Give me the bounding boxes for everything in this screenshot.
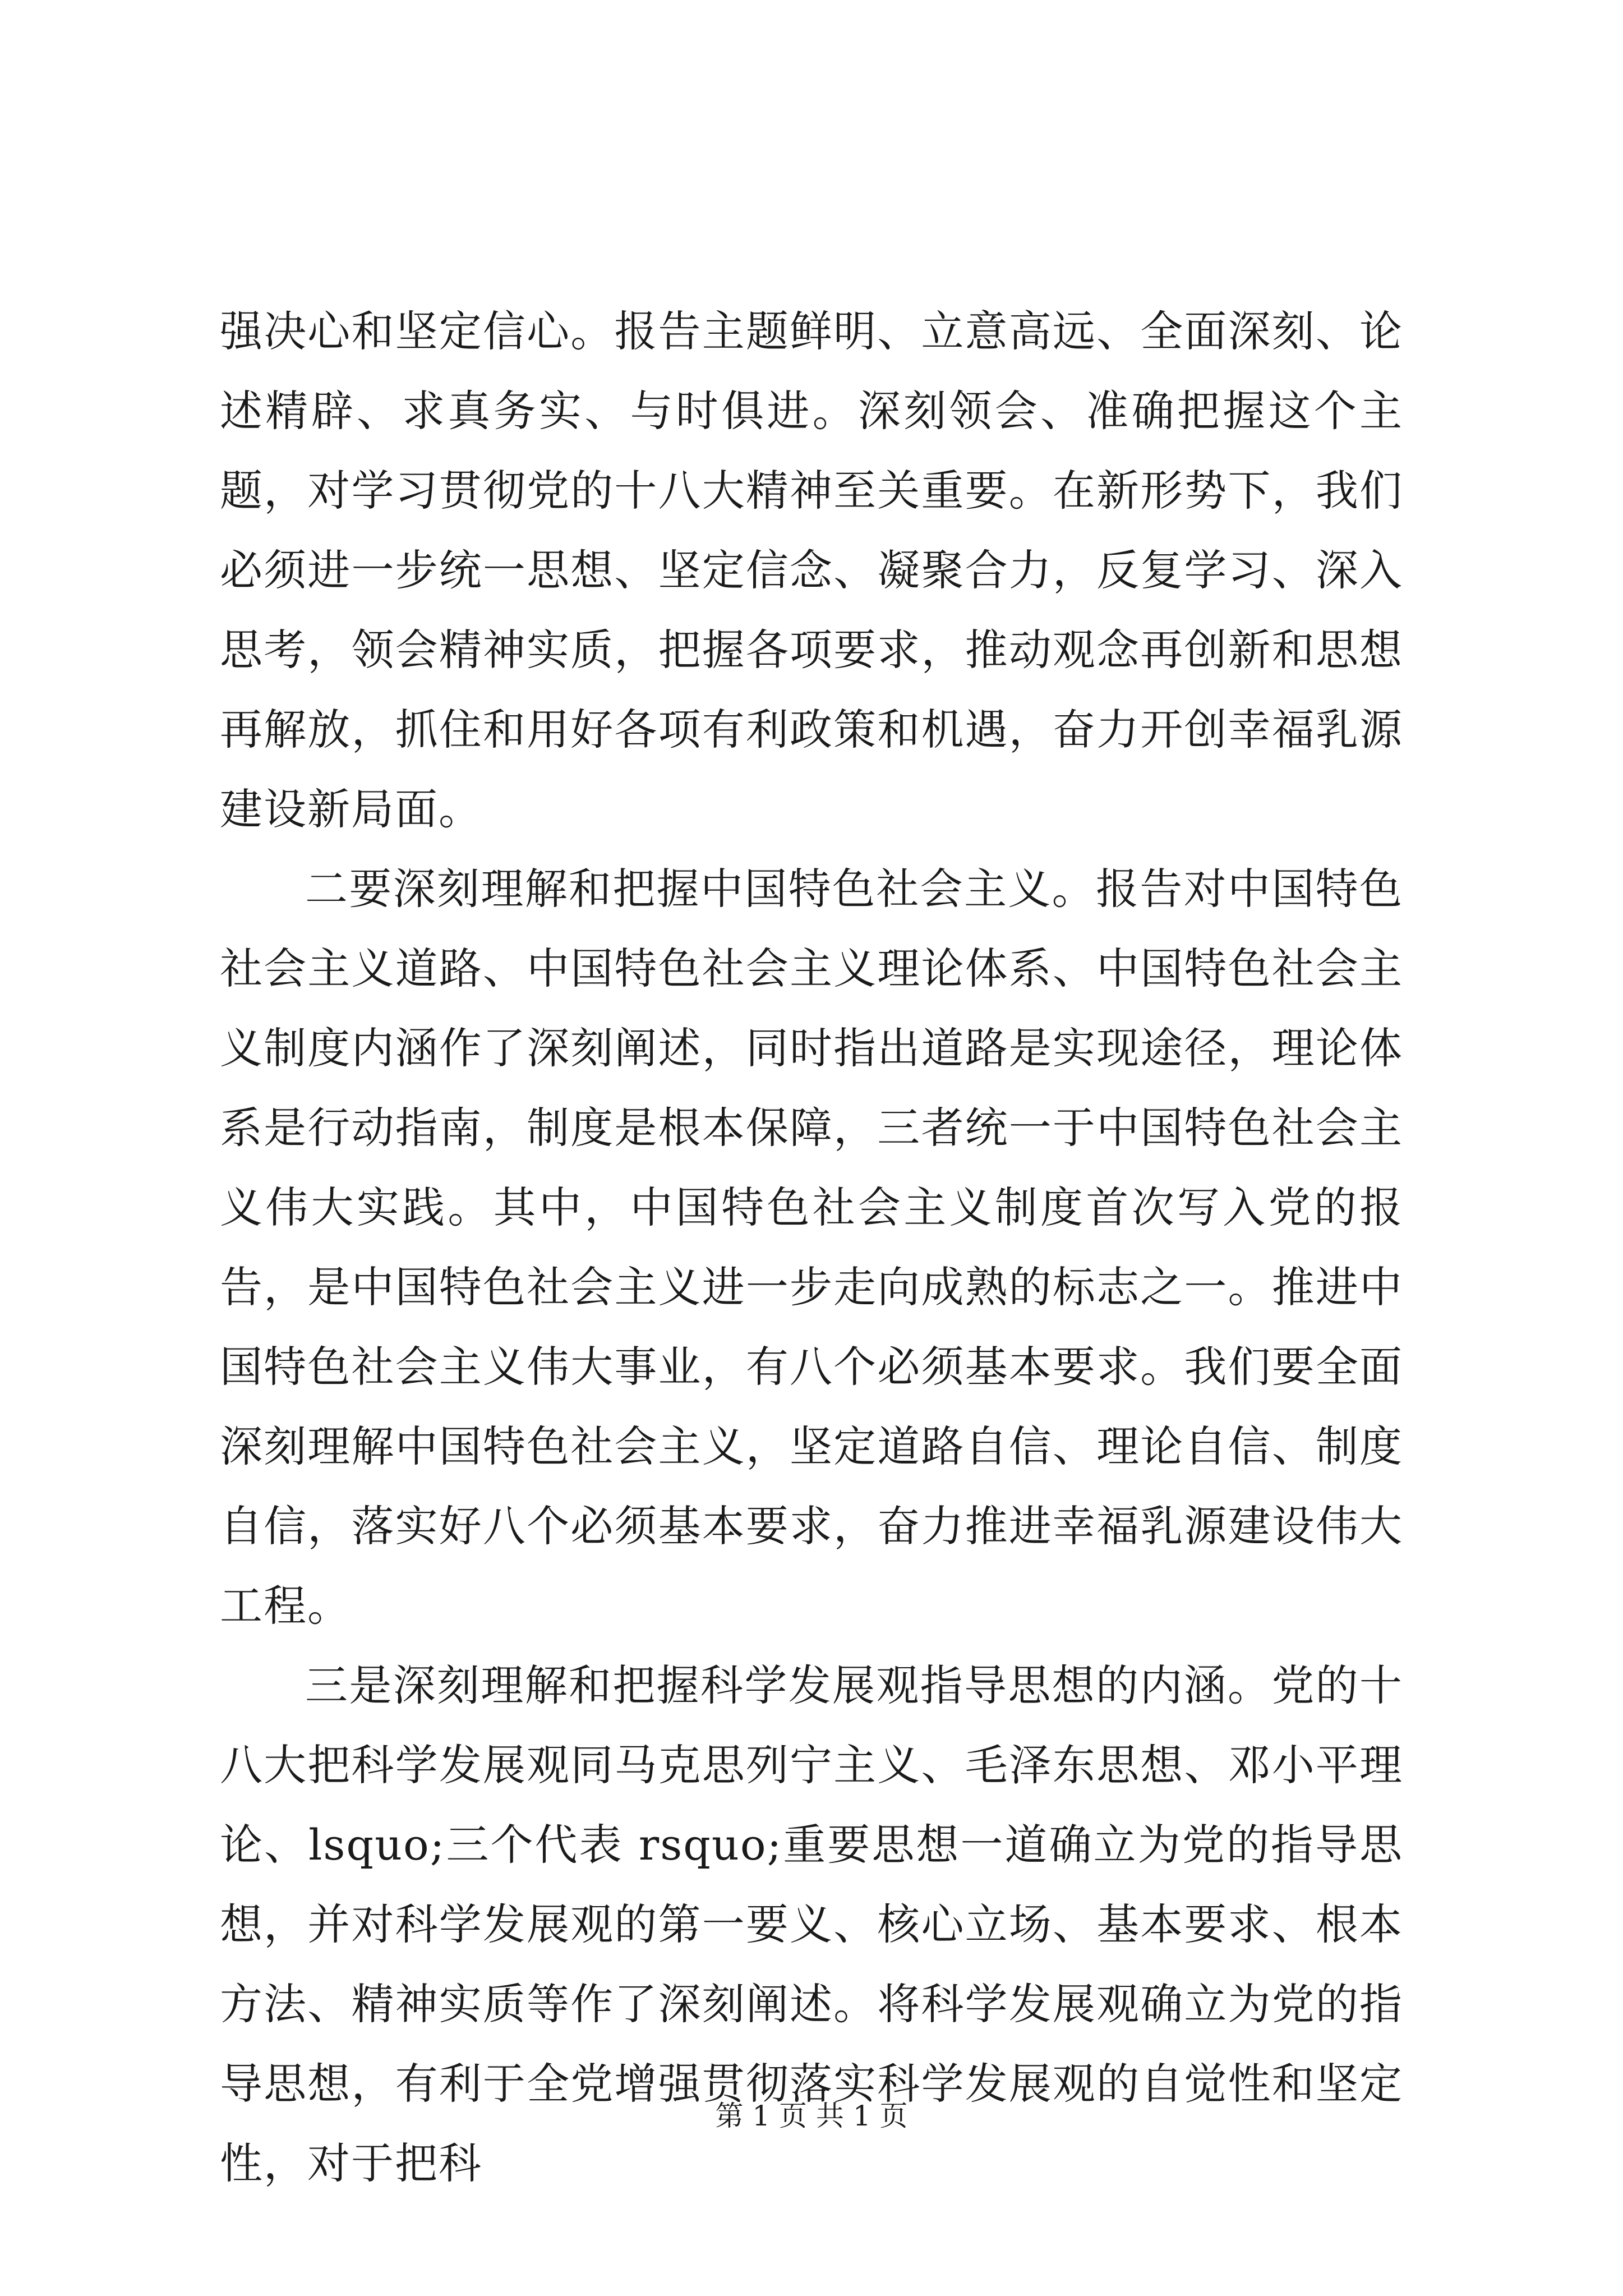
paragraph-three: 三是深刻理解和把握科学发展观指导思想的内涵。党的十八大把科学发展观同马克思列宁主义、毛泽东思想、邓小平理论、lsquo;三个代表 rsquo;重要思想一道确立为党的指导思想，并对科学发展观的第一要义、核心立场、基本要求、根本方法、精神实质等作了深刻阐述。将科学发展观确立为党的指导思想，有利于全党增强贯彻落实科学发展观的自觉性和坚定性，对于把科	[220, 1660, 1403, 2188]
paragraph-continuation: 强决心和坚定信心。报告主题鲜明、立意高远、全面深刻、论述精辟、求真务实、与时俱进。深刻领会、准确把握这个主题，对学习贯彻党的十八大精神至关重要。在新形势下，我们必须进一步统一思想、坚定信念、凝聚合力，反复学习、深入思考，领会精神实质，把握各项要求，推动观念再创新和思想再解放，抓住和用好各项有利政策和机遇，奋力开创幸福乳源建设新局面。	[220, 306, 1403, 834]
paragraph-two: 二要深刻理解和把握中国特色社会主义。报告对中国特色社会主义道路、中国特色社会主义理论体系、中国特色社会主义制度内涵作了深刻阐述，同时指出道路是实现途径，理论体系是行动指南，制度是根本保障，三者统一于中国特色社会主义伟大实践。其中，中国特色社会主义制度首次写入党的报告，是中国特色社会主义进一步走向成熟的标志之一。推进中国特色社会主义伟大事业，有八个必须基本要求。我们要全面深刻理解中国特色社会主义，坚定道路自信、理论自信、制度自信，落实好八个必须基本要求，奋力推进幸福乳源建设伟大工程。	[220, 864, 1403, 1631]
document-body	[220, 292, 1403, 2203]
page-number-label: 第 1 页 共 1 页	[715, 2100, 908, 2132]
page-footer	[0, 2099, 1623, 2133]
